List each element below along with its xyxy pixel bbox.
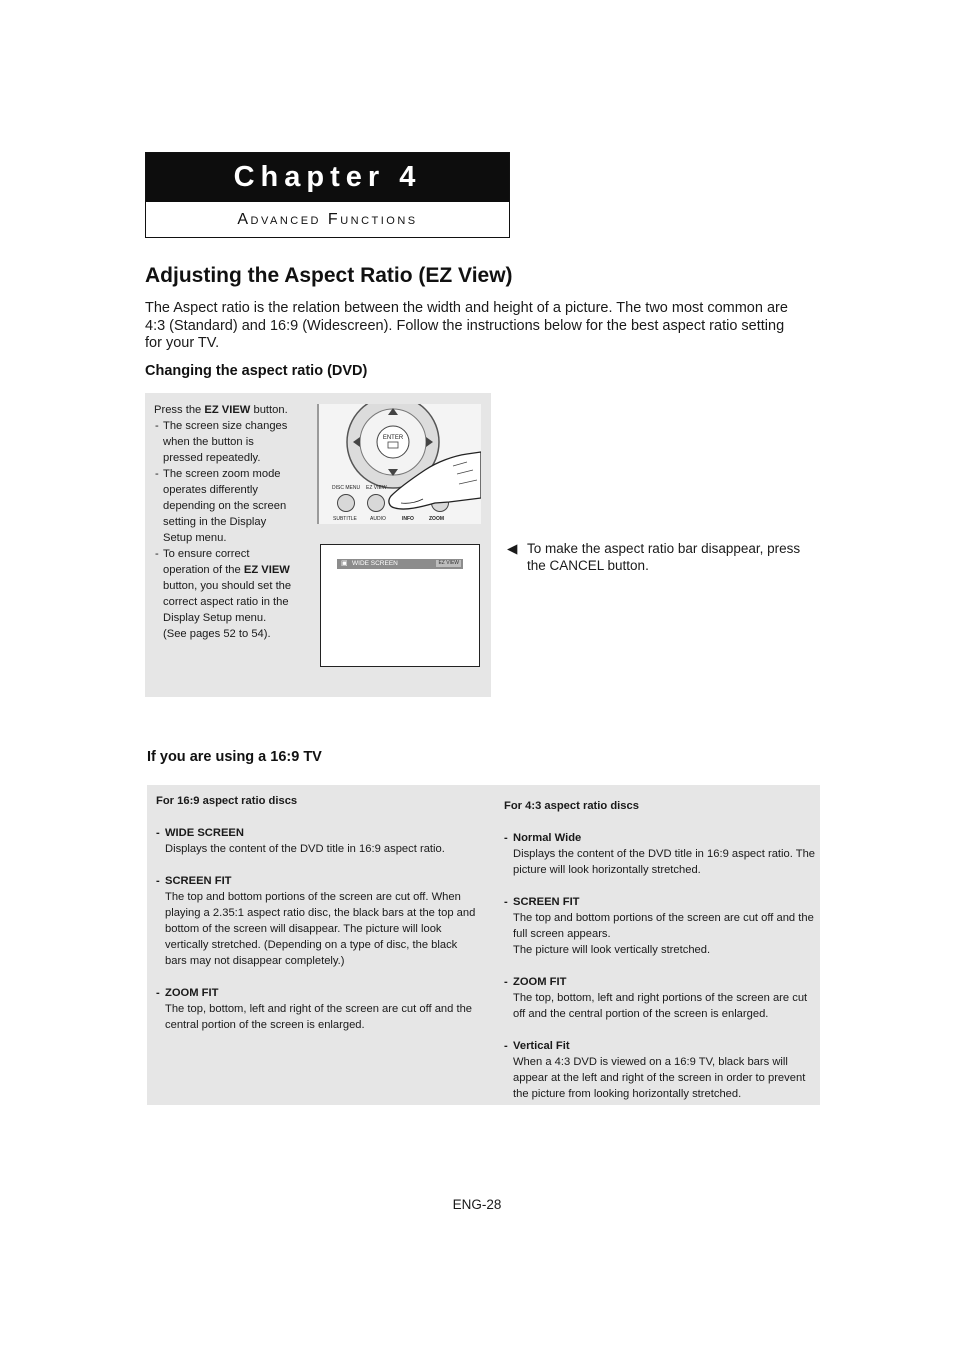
note-text: To make the aspect ratio bar disappear, press the CANCEL button. <box>527 541 801 573</box>
dvd-instruction-panel <box>145 393 491 697</box>
option-title: SCREEN FIT <box>513 896 580 908</box>
options-column-169 <box>156 793 476 1049</box>
ez-view-label: EZ VIEW <box>366 485 387 491</box>
press-key: EZ VIEW <box>204 404 251 416</box>
osd-tag: EZ VIEW <box>438 560 459 566</box>
option-description: Displays the content of the DVD title in 16:9 aspect ratio. The picture will look horizontally stretched. <box>513 848 816 876</box>
option-description: The top, bottom, left and right portions of the screen are cut off and the central portion of the screen is enlarged. <box>513 992 808 1020</box>
option-vertical-fit: - Vertical Fit When a 4:3 DVD is viewed on a 16:9 TV, black bars will appear at the left and right of the screen in order to prevent the picture from looking horizontally stretched. <box>504 1038 818 1102</box>
column-heading: For 16:9 aspect ratio discs <box>156 795 298 807</box>
press-instruction <box>154 402 296 418</box>
info-label: INFO <box>402 516 414 522</box>
bullet3-key: EZ VIEW <box>243 564 290 576</box>
option-title: Normal Wide <box>513 832 582 844</box>
screen-mode-icon: ▣ <box>341 560 348 567</box>
dvd-instructions <box>154 402 296 642</box>
option-zoom-fit: - ZOOM FIT The top, bottom, left and right of the screen are cut off and the central portion of the screen is enlarged. <box>156 985 476 1033</box>
option-title: ZOOM FIT <box>165 987 219 999</box>
subtitle-label: SUBTITLE <box>333 516 357 522</box>
chapter-label: Chapter 4 <box>146 153 509 202</box>
arrow-left-icon: ◀ <box>507 541 518 556</box>
tv-screen-illustration <box>320 544 480 667</box>
zoom-label: ZOOM <box>429 516 444 522</box>
option-wide-screen: - WIDE SCREEN Displays the content of the DVD title in 16:9 aspect ratio. <box>156 825 476 857</box>
enter-label: ENTER <box>382 435 404 441</box>
list-item <box>154 546 296 642</box>
bullet3-suffix: button, you should set the correct aspect ratio in the Display Setup menu. <box>163 580 292 624</box>
page-reference: (See pages 52 to 54). <box>163 628 271 640</box>
disc-menu-label: DISC MENU <box>332 485 361 491</box>
column-heading: For 4:3 aspect ratio discs <box>504 800 639 812</box>
options-column-43 <box>504 798 818 1118</box>
osd-label: WIDE SCREEN <box>352 560 398 567</box>
option-description: The top, bottom, left and right of the screen are cut off and the central portion of the screen is enlarged. <box>165 1003 473 1031</box>
remote-edge <box>317 404 319 524</box>
option-title: WIDE SCREEN <box>165 827 244 839</box>
section-heading-dvd: Changing the aspect ratio (DVD) <box>145 363 368 379</box>
page-title: Adjusting the Aspect Ratio (EZ View) <box>145 264 513 287</box>
option-screen-fit: - SCREEN FIT The top and bottom portions of the screen are cut off and the full screen appears. The picture will look vertically stretched. <box>504 894 818 958</box>
option-title: ZOOM FIT <box>513 976 567 988</box>
option-normal-wide: - Normal Wide Displays the content of the DVD title in 16:9 aspect ratio. The picture will look horizontally stretched. <box>504 830 818 878</box>
ez-view-button <box>368 495 385 512</box>
option-title: SCREEN FIT <box>165 875 232 887</box>
remote-control-illustration <box>317 404 481 524</box>
option-zoom-fit: - ZOOM FIT The top, bottom, left and right portions of the screen are cut off and the central portion of the screen is enlarged. <box>504 974 818 1022</box>
option-title: Vertical Fit <box>513 1040 570 1052</box>
chapter-subtitle: Advanced Functions <box>237 211 418 228</box>
option-description: Displays the content of the DVD title in 16:9 aspect ratio. <box>165 843 445 855</box>
tv-options-panel <box>147 785 820 1105</box>
section-heading-169-tv: If you are using a 16:9 TV <box>147 749 322 765</box>
intro-paragraph: The Aspect ratio is the relation between the width and height of a picture. The two most common are 4:3 (Standard) and 16:9 (Widescreen). Follow the instructions below for the best aspect ratio setting for your TV. <box>145 300 788 351</box>
chapter-header <box>145 152 510 238</box>
option-description: The top and bottom portions of the screen are cut off. When playing a 2.35:1 aspect ratio disc, the black bars at the top and bottom of the screen will disappear. The picture will look vertically stretched. (Depending on a type of disc, the black bars may not disappear completely.) <box>165 891 476 967</box>
cancel-note <box>507 541 807 574</box>
instruction-list <box>154 418 296 642</box>
audio-label: AUDIO <box>370 516 386 522</box>
disc-menu-button <box>338 495 355 512</box>
option-screen-fit: - SCREEN FIT The top and bottom portions of the screen are cut off. When playing a 2.35:1 aspect ratio disc, the black bars at the top and bottom of the screen will disappear. The picture will look vertically stretched. (Depending on a type of disc, the black bars may not disappear completely.) <box>156 875 476 967</box>
option-description: When a 4:3 DVD is viewed on a 16:9 TV, black bars will appear at the left and right of the screen in order to prevent the picture from looking horizontally stretched. <box>513 1056 806 1100</box>
option-description: The top and bottom portions of the screen are cut off and the full screen appears. <box>513 912 814 940</box>
page-number: ENG-28 <box>452 1197 502 1212</box>
option-description: The picture will look vertically stretched. <box>513 944 711 956</box>
osd-bar <box>337 559 463 569</box>
list-item: - The screen zoom mode operates differently depending on the screen setting in the Display Setup menu. <box>154 466 296 546</box>
press-suffix: button. <box>253 404 288 416</box>
list-item: - The screen size changes when the button is pressed repeatedly. <box>154 418 296 466</box>
press-prefix: Press the <box>154 404 202 416</box>
bullet3-prefix: To ensure correct operation of the <box>163 548 250 576</box>
